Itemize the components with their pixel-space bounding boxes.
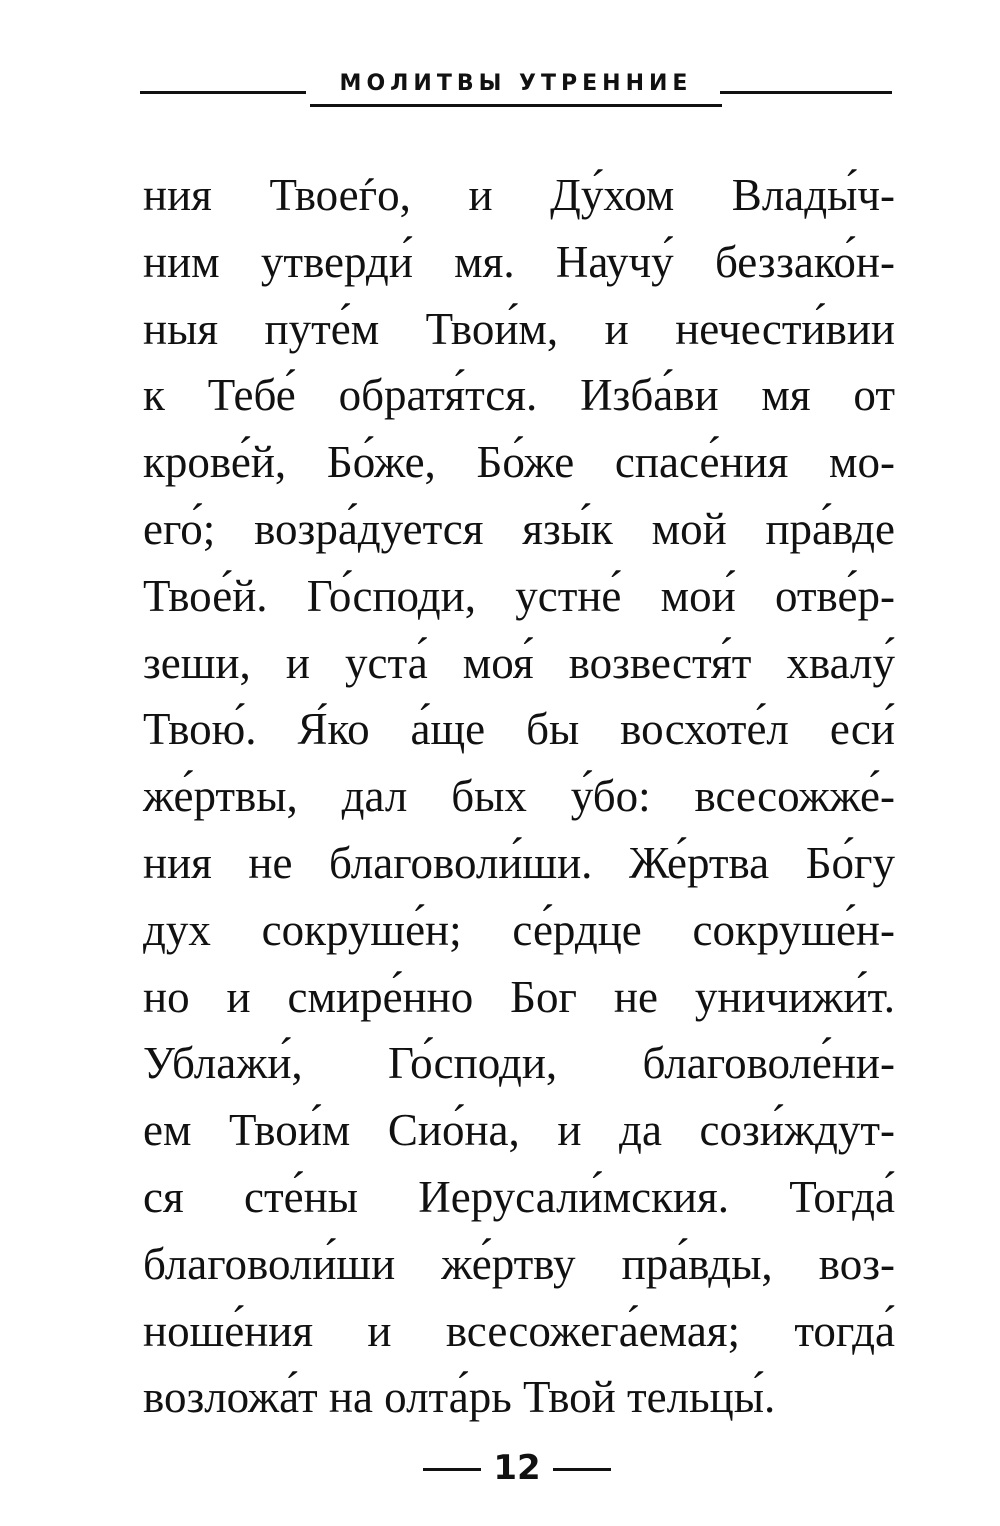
text-line: благоволи́ши же́ртву пра́вды, воз- xyxy=(143,1238,895,1289)
footer-rule-left xyxy=(423,1468,481,1471)
text-line: к Тебе́ обратя́тся. Изба́ви мя от xyxy=(143,370,895,421)
text-line: ния не благоволи́ши. Же́ртва Бо́гу xyxy=(143,837,895,888)
text-line: но и смире́нно Бог не уничижи́т. xyxy=(143,971,895,1022)
running-header-title: МОЛИТВЫ УТРЕННИЕ xyxy=(310,66,722,107)
text-line: Ублажи́, Го́споди, благоволе́ни- xyxy=(143,1038,895,1089)
text-line: крове́й, Бо́же, Бо́же спасе́ния мо- xyxy=(143,437,895,488)
text-line: же́ртвы, дал бых у́бо: всесожже́- xyxy=(143,771,895,822)
text-line: ся сте́ны Иерусали́мския. Тогда́ xyxy=(143,1171,895,1222)
text-line: ним утверди́ мя. Научу́ беззако́н- xyxy=(143,236,895,287)
text-line: Твою́. Я́ко а́ще бы восхоте́л еси́ xyxy=(143,704,895,755)
text-line-last: возложа́т на олта́рь Твой тельцы́. xyxy=(143,1372,776,1423)
footer-rule-right xyxy=(553,1468,611,1471)
text-line: ноше́ния и всесожега́емая; тогда́ xyxy=(143,1305,895,1356)
text-line: зеши, и уста́ моя́ возвестя́т хвалу́ xyxy=(143,637,895,688)
running-header xyxy=(140,62,892,112)
text-line: Твое́й. Го́споди, устне́ мои́ отве́р- xyxy=(143,570,895,621)
text-line: его́; возра́дуется язы́к мой пра́вде xyxy=(143,503,895,554)
text-line: ем Твои́м Сио́на, и да сози́ждут- xyxy=(143,1105,895,1156)
text-line: ния Твоеѓо, и Ду́хом Влады́ч- xyxy=(143,170,895,220)
page-footer xyxy=(0,1436,1000,1492)
prayer-text xyxy=(143,162,895,1431)
header-rule-left xyxy=(140,91,306,94)
text-line: дух сокруше́н; се́рдце сокруше́н- xyxy=(143,904,895,955)
page-number: 12 xyxy=(493,1448,541,1488)
header-rule-right xyxy=(720,91,892,94)
text-line: ныя путе́м Твои́м, и нечести́вии xyxy=(143,303,895,354)
